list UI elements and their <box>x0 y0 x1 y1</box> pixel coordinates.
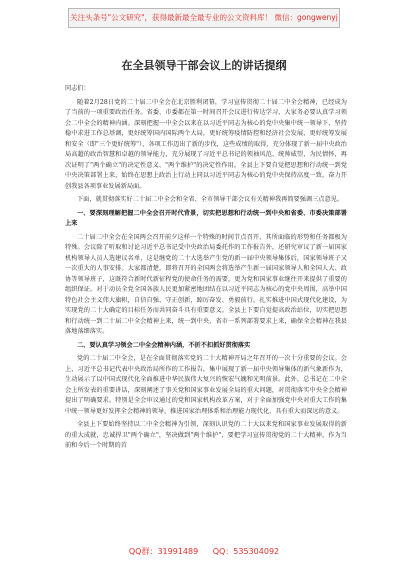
section-heading-1: 一、要深刻理解把握二中全会召开时代背景，切实把思想和行动统一到中央和省委、市委决策部署上来 <box>65 209 347 227</box>
page-title: 在全县领导干部会议上的讲话提纲 <box>121 59 287 72</box>
document-body <box>65 84 347 455</box>
paragraph-intro: 随着2月28日党的二十届二中全会在北京胜利闭幕，学习宣传贯彻二十届二中全会精神，已经成为了当前的一项重要政治任务。省委、市委都在第一时间召开会议进行传达学习，大家务必要认真学习领会二中全会的精神内涵。深刻把握一中全会以来在以习近平同志为核心的党中央集中统一领导下，坚持稳中求进工作总基调，更好统筹国内国际两个大局，更好统筹疫情防控和经济社会发展，更好统筹发展和安全（即"三个更好统筹"），各项工作迈出了新的步伐，这些成绩的取得，充分体现了新一届中央政治局高超的政治智慧和卓越的领导能力，充分展现了习近平总书记的领袖风范、统帅威望，为民情怀，再次证明了"两个确立"的决定性意义、"两个维护"的决定性作用。全县上下要自觉把思想和行动统一到党中央决策部署上来，始终在思想上政治上行动上同以习近平同志为核心的党中央保持高度一致，奋力开创我县各项事业发展新局面。 <box>65 98 347 190</box>
paragraph-section-1: 二十届二中全会在全国两会召开前夕这样一个特殊的时间节点召开，其所面临的形势和任务都极为特殊。会议除了听取和讨论习近平总书记受中央政治局委托作的工作报告外，还研究审议了新一届国家机构领导人员人选建议名单，这是继党的二十大选举产生党的新一届中央领导集体后，国家领导班子又一次重大的人事安排。大家都清楚，即将召开的全国两会将选举产生新一届国家领导人和全国人大、政协等领导班子，这既符合新时代新征程党的使命任务的需要，更为党和国家事业继往开来提供了重要的组织保证。对于动员全党全国各族人民更加紧密地团结在以习近平同志为核心的党中央周围，高举中国特色社会主义伟大旗帜，自信自强、守正创新，踔厉奋发、勇毅前行，扎实推进中国式现代化建设，为实现党的二十大确定的目标任务而共同奋斗具有重要意义。全县上下要自觉提高政治站位，切实把思想和行动统一到二十届二中全会精神上来，统一到中央、省市一系列部署要求上来，确保全会精神在我县落地落细落实。 <box>65 233 347 335</box>
footer-qq: QQ：535304092 <box>212 547 280 556</box>
section-heading-2: 二、要认真学习领会二中全会精神内涵，不折不扣抓好贯彻落实 <box>77 341 251 349</box>
header-banner: 关注头条号"公文研究"，获得最新最全最专业的公文资料库！ 微信：gongwenyj <box>68 8 340 28</box>
footer-contact <box>0 546 408 557</box>
paragraph-section-2b: 全县上下要始终坚持以二中全会精神为引领，深刻认识党的二十大以来党和国家事业发展取得的新的重大成就，忠诚捍卫"两个确立"，坚决做到"两个维护"，要把学习宣传贯彻党的二十大精神，作为当前和今后一个时期的首 <box>65 421 347 449</box>
salutation: 同志们： <box>65 85 90 92</box>
paragraph-transition: 下面，就贯彻落实好二十届二中全会和全省、全市领导干部会议有关精神我再简要强调三点意见。 <box>77 196 344 203</box>
paragraph-section-2a: 党的二十届二中全会，是在全面贯彻落实党的二十大精神开局之年召开的一次十分重要的会议。会上，习近平总书记代表中央政治局所作的工作报告，集中展现了新一届中央领导集体的新气象新作为，生动展示了以中国式现代化全面推进中华民族伟大复兴的恢宏气魄和光明前景。此外，总书记在二中全会上所发表的重要讲话，深刻阐述了事关党和国家事业发展全局的重大问题，对贯彻落实中央全会精神提出了明确要求。特别是全会审议通过的党和国家机构改革方案，对于全面加强党中央对重大工作的集中统一领导更好发挥全会精神的领导，推进国家治理体系和治理能力现代化，具有重大而深远的意义。 <box>65 355 347 415</box>
footer-qq-group: QQ群：31991489 <box>128 547 199 556</box>
